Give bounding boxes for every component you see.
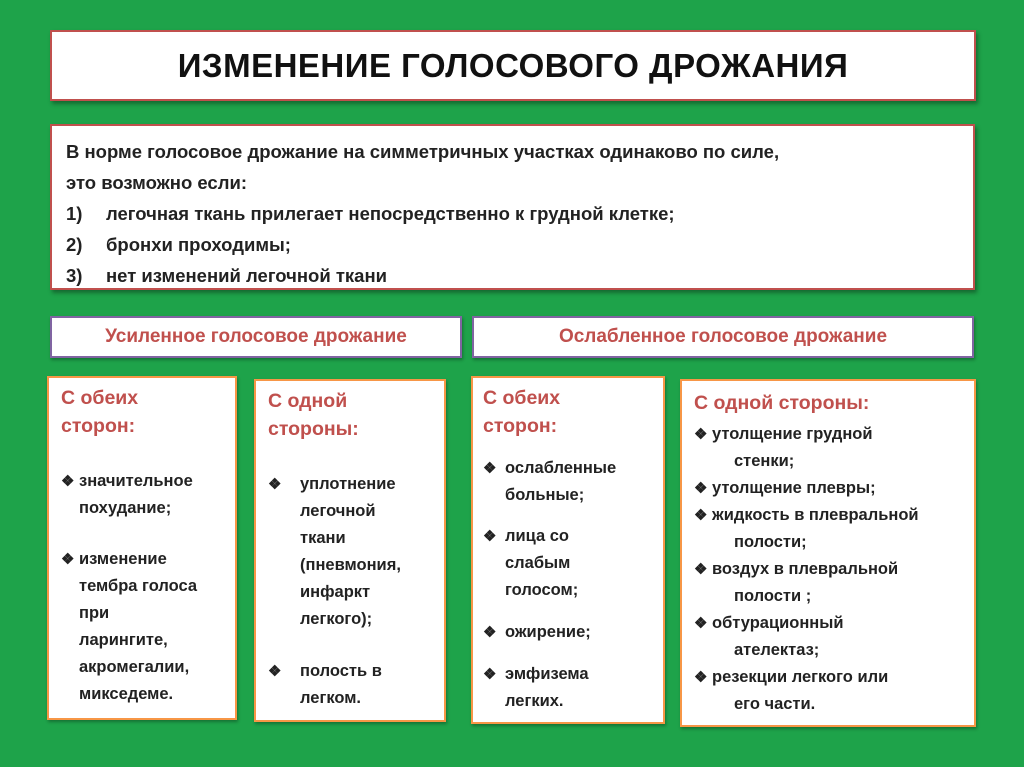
list-item: ❖ эмфизема легких. bbox=[483, 661, 589, 715]
intro-box bbox=[50, 124, 975, 290]
list-item: ❖ жидкость в плевральной полости; bbox=[694, 502, 919, 556]
list-item: ❖ утолщение грудной стенки; bbox=[694, 421, 873, 475]
category-increased bbox=[50, 316, 462, 358]
diamond-bullet-icon: ❖ bbox=[483, 666, 497, 683]
box-heading: С одной стороны: bbox=[268, 390, 359, 440]
diamond-bullet-icon: ❖ bbox=[483, 528, 497, 545]
diamond-bullet-icon: ❖ bbox=[268, 663, 282, 680]
increased-one-side-box bbox=[254, 379, 446, 722]
intro-item-1 bbox=[66, 198, 959, 229]
intro-item-number: 2) bbox=[66, 234, 83, 255]
list-item: ❖ значительное похудание; bbox=[61, 468, 193, 522]
box-heading: С одной стороны: bbox=[694, 392, 870, 414]
category-decreased bbox=[472, 316, 974, 358]
list-item: ❖ полость в легком. bbox=[268, 658, 382, 712]
category-increased-label: Усиленное голосовое дрожание bbox=[105, 326, 407, 347]
intro-line-1: В норме голосовое дрожание на симметричных участках одинаково по силе, bbox=[66, 141, 780, 162]
list-item: ❖ воздух в плевральной полости ; bbox=[694, 556, 898, 610]
decreased-both-sides-box bbox=[471, 376, 665, 724]
title-banner bbox=[50, 30, 976, 101]
list-item: ❖ резекции легкого или его части. bbox=[694, 664, 888, 718]
intro-item-text: нет изменений легочной ткани bbox=[106, 265, 388, 286]
page-title: ИЗМЕНЕНИЕ ГОЛОСОВОГО ДРОЖАНИЯ bbox=[177, 46, 849, 84]
intro-item-3 bbox=[66, 260, 959, 291]
list-item: ❖ утолщение плевры; bbox=[694, 475, 876, 502]
diamond-bullet-icon: ❖ bbox=[694, 561, 708, 578]
intro-item-number: 1) bbox=[66, 203, 83, 224]
list-item: ❖ уплотнение легочной ткани (пневмония, инфаркт легкого); bbox=[268, 471, 401, 633]
diamond-bullet-icon: ❖ bbox=[61, 473, 75, 490]
decreased-one-side-box bbox=[680, 379, 976, 727]
diamond-bullet-icon: ❖ bbox=[694, 669, 708, 686]
box-heading: С обеих сторон: bbox=[61, 387, 139, 437]
intro-item-text: бронхи проходимы; bbox=[106, 234, 291, 255]
list-item: ❖ ожирение; bbox=[483, 619, 591, 646]
intro-item-2 bbox=[66, 229, 959, 260]
list-item: ❖ ослабленные больные; bbox=[483, 455, 616, 509]
list-item: ❖ изменение тембра голоса при ларингите, акромегалии, микседеме. bbox=[61, 546, 197, 708]
diamond-bullet-icon: ❖ bbox=[694, 480, 708, 497]
diamond-bullet-icon: ❖ bbox=[694, 615, 708, 632]
diamond-bullet-icon: ❖ bbox=[694, 426, 708, 443]
diamond-bullet-icon: ❖ bbox=[268, 476, 282, 493]
intro-item-text: легочная ткань прилегает непосредственно к грудной клетке; bbox=[106, 203, 675, 224]
box-heading: С обеих сторон: bbox=[483, 387, 561, 437]
intro-item-number: 3) bbox=[66, 265, 83, 286]
list-item: ❖ лица со слабым голосом; bbox=[483, 523, 578, 604]
diamond-bullet-icon: ❖ bbox=[483, 460, 497, 477]
diamond-bullet-icon: ❖ bbox=[694, 507, 708, 524]
diamond-bullet-icon: ❖ bbox=[483, 624, 497, 641]
increased-both-sides-box bbox=[47, 376, 237, 720]
list-item: ❖ обтурационный ателектаз; bbox=[694, 610, 844, 664]
category-decreased-label: Ослабленное голосовое дрожание bbox=[558, 326, 888, 347]
intro-line-2: это возможно если: bbox=[66, 172, 247, 193]
diamond-bullet-icon: ❖ bbox=[61, 551, 75, 568]
